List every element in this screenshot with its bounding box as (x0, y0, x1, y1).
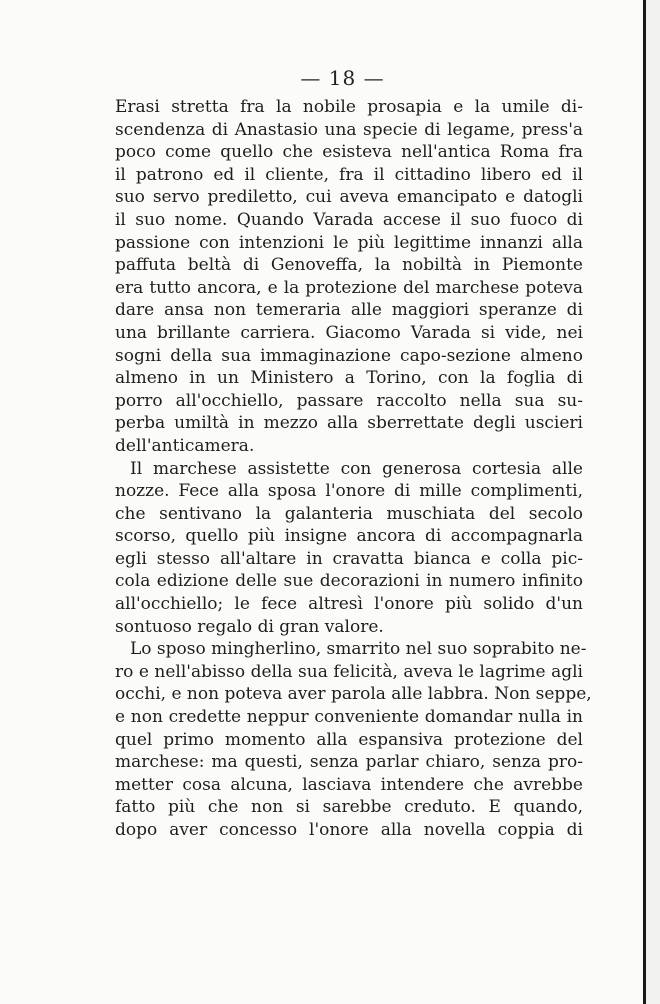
text-line: scendenza di Anastasio una specie di legame, press'a (115, 119, 583, 140)
text-line: almeno in un Ministero a Torino, con la foglia di (115, 368, 583, 389)
page-number-header: — 18 — (300, 66, 385, 90)
text-line: occhi, e non poteva aver parola alle labbra. Non seppe, (115, 684, 592, 705)
text-line: egli stesso all'altare in cravatta bianca e colla pic- (115, 548, 583, 569)
text-line: dell'anticamera. (115, 435, 255, 456)
text-line: Lo sposo mingherlino, smarrito nel suo soprabito ne- (130, 639, 587, 660)
text-line: porro all'occhiello, passare raccolto nella sua su- (115, 390, 583, 411)
text-line: dopo aver concesso l'onore alla novella coppia di (115, 820, 583, 840)
text-line: fatto più che non si sarebbe creduto. E quando, (115, 797, 583, 818)
text-line: dare ansa non temeraria alle maggiori speranze di (115, 300, 583, 321)
text-line: sontuoso regalo di gran valore. (115, 616, 384, 637)
text-line: ro e nell'abisso della sua felicità, aveva le lagrime agli (115, 661, 583, 682)
text-line: all'occhiello; le fece altresì l'onore più solido d'un (115, 594, 583, 615)
text-line: il patrono ed il cliente, fra il cittadino libero ed il (115, 164, 583, 185)
text-line: metter cosa alcuna, lasciava intendere che avrebbe (115, 774, 583, 795)
text-line: suo servo prediletto, cui aveva emancipato e datogli (115, 187, 583, 208)
text-line: poco come quello che esisteva nell'antica Roma fra (115, 142, 583, 163)
text-line: marchese: ma questi, senza parlar chiaro, senza pro- (115, 752, 583, 773)
text-line: Erasi stretta fra la nobile prosapia e la umile di- (115, 97, 583, 117)
text-line: una brillante carriera. Giacomo Varada si vide, nei (115, 322, 583, 343)
text-line: il suo nome. Quando Varada accese il suo fuoco di (115, 209, 583, 230)
text-line: scorso, quello più insigne ancora di accompagnarla (115, 526, 583, 547)
text-line: Il marchese assistette con generosa cortesia alle (130, 458, 583, 479)
text-line: che sentivano la galanteria muschiata del secolo (115, 503, 583, 524)
body-text (115, 96, 592, 842)
text-line: sogni della sua immaginazione capo-sezione almeno (115, 345, 583, 366)
text-line: e non credette neppur conveniente domandar nulla in (115, 707, 583, 728)
text-line: nozze. Fece alla sposa l'onore di mille complimenti, (115, 481, 583, 502)
text-line: perba umiltà in mezzo alla sberrettate degli uscieri (115, 413, 583, 434)
text-line: cola edizione delle sue decorazioni in numero infinito (115, 571, 583, 592)
text-line: paffuta beltà di Genoveffa, la nobiltà in Piemonte (115, 255, 583, 276)
page-edge-line (643, 0, 646, 1004)
text-line: passione con intenzioni le più legittime innanzi alla (115, 232, 583, 253)
text-line: era tutto ancora, e la protezione del marchese poteva (115, 277, 583, 298)
text-line: quel primo momento alla espansiva protezione del (115, 729, 583, 750)
